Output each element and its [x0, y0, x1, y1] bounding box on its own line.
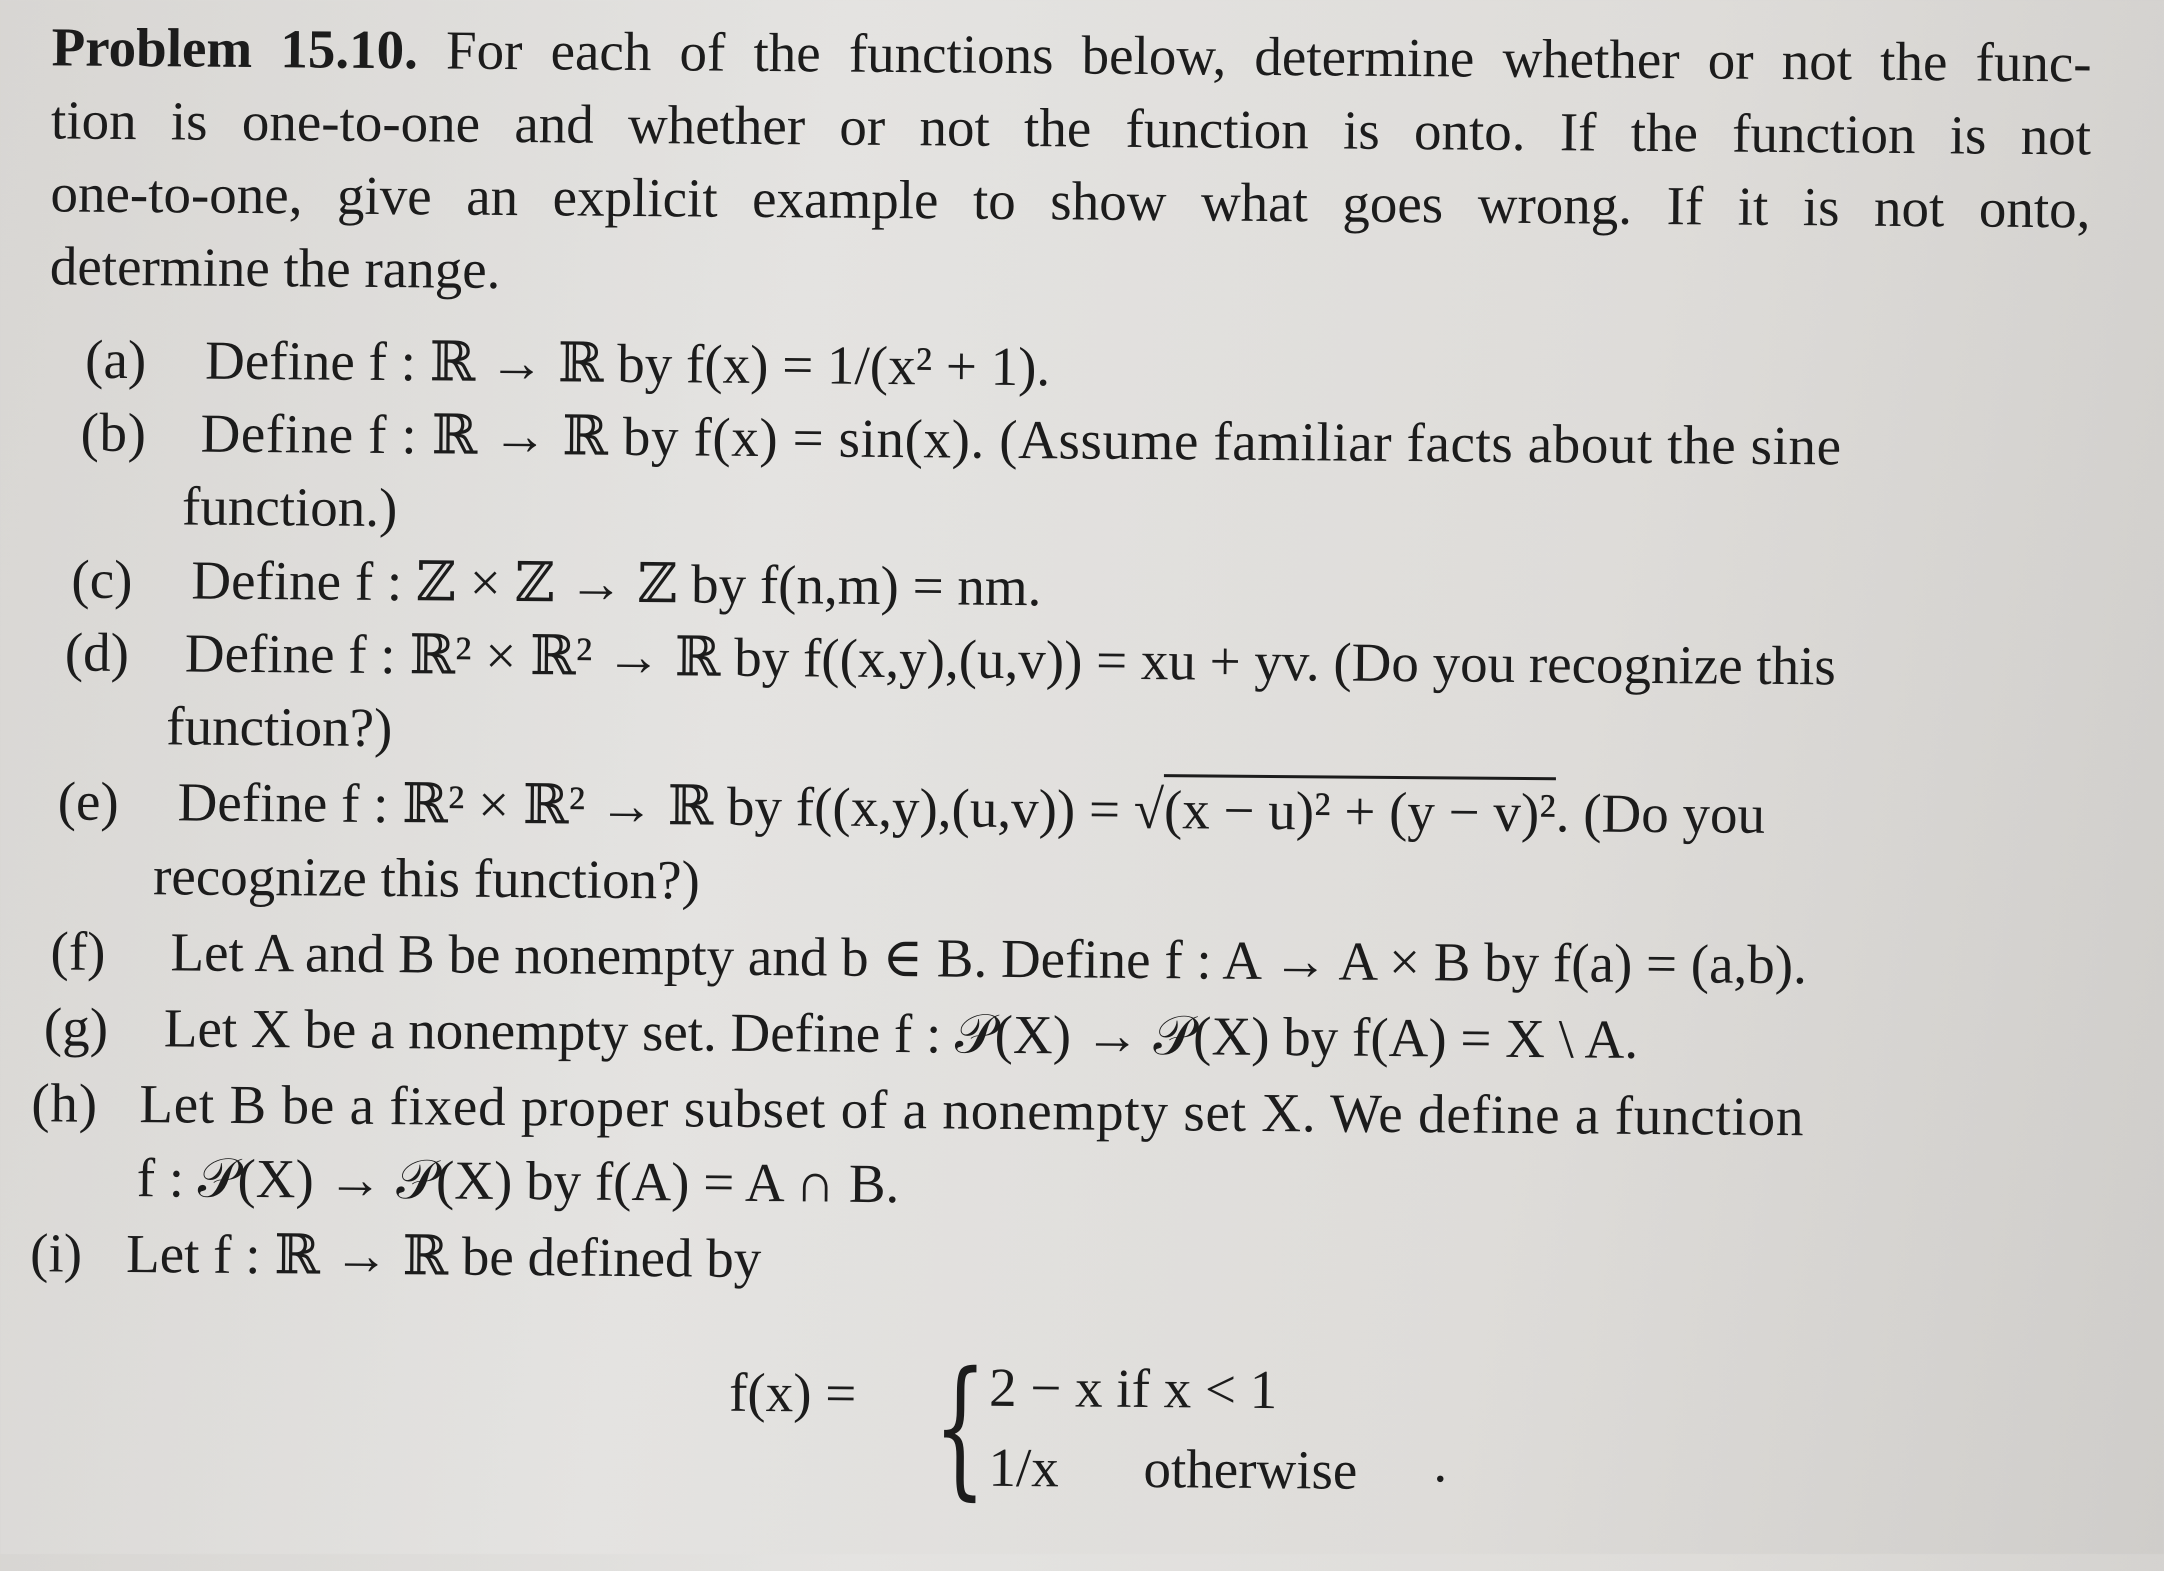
intro-line-4: determine the range.: [49, 235, 501, 300]
piecewise-case-1: 2 − x if x < 1: [988, 1356, 1278, 1421]
item-text: Define f : ℝ → ℝ by f(x) = 1/(x² + 1).: [204, 329, 1051, 398]
problem-intro: [50, 10, 2092, 318]
item-c: [71, 543, 1042, 624]
item-f: [50, 914, 1807, 1001]
item-text: Define f : ℝ² × ℝ² → ℝ by f((x,y),(u,v)) = √: [177, 771, 1165, 841]
piecewise-lhs: f(x) =: [728, 1361, 857, 1424]
item-label: (i): [29, 1222, 83, 1284]
item-e-continued: recognize this function?): [152, 845, 701, 911]
item-h-continued: f : 𝒫(X) → 𝒫(X) by f(A) = A ∩ B.: [136, 1147, 900, 1215]
item-b: [80, 396, 1842, 483]
item-label: (b): [80, 401, 147, 464]
item-text: Define f : ℝ² × ℝ² → ℝ by f((x,y),(u,v)) = xu + yv. (Do you recognize this: [184, 622, 1837, 697]
item-label: (c): [71, 548, 133, 611]
item-label: (g): [43, 996, 109, 1058]
item-text-end: . (Do you: [1555, 782, 1766, 845]
intro-line-3: one-to-one, give an explicit example to show what goes wrong. If it is not onto,: [50, 162, 2091, 240]
problem-label: Problem 15.10.: [51, 16, 419, 81]
piecewise-end: .: [1433, 1432, 1448, 1494]
left-brace-icon: {: [933, 1340, 987, 1515]
item-label: (a): [84, 328, 147, 391]
item-label: (e): [57, 770, 119, 832]
piecewise-case-2-cond: otherwise: [1143, 1438, 1358, 1501]
item-text: Define f : ℝ → ℝ by f(x) = sin(x). (Assume familiar facts about the sine: [200, 402, 1842, 477]
item-text: Let X be a nonempty set. Define f : 𝒫(X) → 𝒫(X) by f(A) = X \ A.: [163, 997, 1639, 1070]
item-label: (f): [50, 920, 106, 982]
intro-line-1: For each of the functions below, determine whether or not the func-: [445, 19, 2092, 94]
item-d: [65, 616, 1837, 703]
item-text: Let f : ℝ → ℝ be defined by: [125, 1223, 762, 1290]
item-text: Let B be a fixed proper subset of a nonempty set X. We define a function: [139, 1073, 1805, 1148]
item-a: [85, 323, 1051, 404]
item-b-continued: function.): [181, 475, 398, 539]
item-text: Let A and B be nonempty and b ∈ B. Define f : A → A × B by f(a) = (a,b).: [170, 921, 1808, 996]
piecewise-case-2-expr: 1/x: [988, 1436, 1060, 1499]
item-text: Define f : ℤ × ℤ → ℤ by f(n,m) = nm.: [191, 549, 1042, 618]
intro-line-2: tion is one-to-one and whether or not the function is onto. If the function is not: [50, 89, 2092, 167]
item-label: (h): [31, 1072, 99, 1134]
item-d-continued: function?): [166, 695, 393, 759]
sqrt-radicand: (x − u)² + (y − v)²: [1164, 774, 1556, 843]
item-i: [30, 1216, 762, 1295]
item-e: [57, 764, 1765, 850]
item-label: (d): [64, 621, 130, 684]
item-h: [31, 1066, 1805, 1153]
item-g: [44, 990, 1639, 1076]
